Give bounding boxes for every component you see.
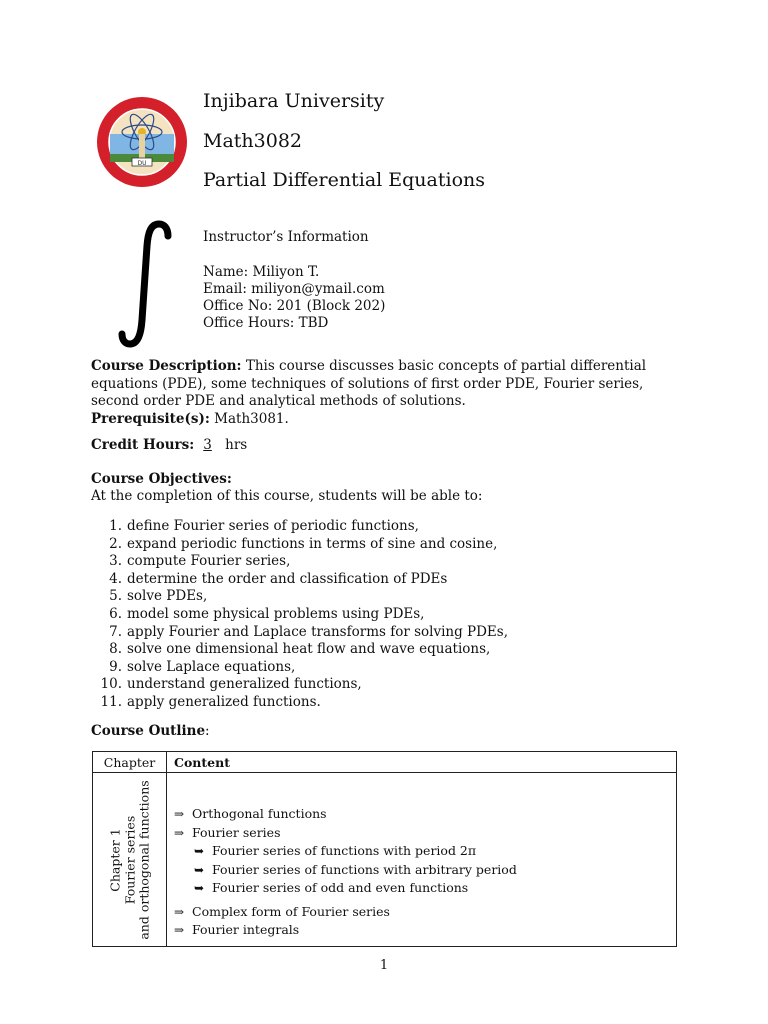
- outline-heading: Course Outline:: [91, 723, 210, 739]
- course-description-text: This course discusses basic concepts of partial differential equations (PDE), some techniques of solutions of first order PDE, Fourier series, second order PDE and analytical methods of solutions.: [91, 358, 647, 409]
- university-name: Injibara University: [203, 90, 385, 112]
- instructor-heading: Instructor’s Information: [203, 229, 369, 245]
- university-logo: [96, 96, 188, 188]
- list-item: 8. solve one dimensional heat flow and wave equations,: [109, 641, 491, 658]
- list-item: ⇒ Complex form of Fourier series: [174, 903, 676, 922]
- prerequisite-label: Prerequisite(s):: [91, 411, 210, 427]
- credit-hours-unit: hrs: [225, 437, 248, 453]
- list-item: ➥ Fourier series of functions with arbitrary period: [174, 861, 676, 880]
- double-arrow-icon: ⇒: [174, 923, 185, 937]
- instructor-office-hours: Office Hours: TBD: [203, 315, 329, 331]
- chapter-1-content: [167, 773, 677, 947]
- curved-arrow-icon: ➥: [194, 844, 205, 858]
- chapter-cell: [93, 773, 167, 947]
- prerequisite: [91, 411, 691, 429]
- list-item: 11. apply generalized functions.: [100, 693, 321, 710]
- double-arrow-icon: ⇒: [174, 825, 185, 840]
- course-outline-table: [92, 751, 677, 947]
- double-arrow-icon: ⇒: [174, 807, 185, 821]
- list-item: 9. solve Laplace equations,: [109, 658, 296, 675]
- column-header-content: Content: [167, 752, 677, 773]
- list-item: ➥ Fourier series of odd and even functions: [174, 879, 676, 898]
- objectives-intro: At the completion of this course, students will be able to:: [91, 488, 483, 504]
- objectives-heading: Course Objectives:: [91, 471, 232, 487]
- list-item: 10. understand generalized functions,: [100, 676, 362, 693]
- course-title: Partial Differential Equations: [203, 169, 486, 191]
- objectives-list: [100, 518, 508, 712]
- list-item: ➥ Fourier series of functions with period 2π: [174, 842, 676, 861]
- list-item: 1. define Fourier series of periodic functions,: [109, 518, 419, 534]
- integral-sign-icon: [110, 220, 180, 350]
- course-description-label: Course Description:: [91, 358, 242, 374]
- logo-year: DU: [137, 160, 147, 167]
- course-code: Math3082: [203, 130, 303, 152]
- list-item: 5. solve PDEs,: [109, 588, 208, 605]
- list-item: 4. determine the order and classification of PDEs: [109, 570, 448, 587]
- credit-hours-label: Credit Hours:: [91, 437, 195, 453]
- list-item: ⇒ Fourier integrals: [174, 921, 676, 940]
- list-item: 7. apply Fourier and Laplace transforms for solving PDEs,: [109, 623, 509, 640]
- list-item: ⇒ Orthogonal functions: [174, 805, 676, 824]
- credit-hours-value: 3: [203, 437, 212, 453]
- column-header-chapter: Chapter: [93, 752, 167, 773]
- page-number: 1: [379, 958, 389, 973]
- course-description: [91, 358, 691, 411]
- list-item: 3. compute Fourier series,: [109, 553, 291, 570]
- list-item: 2. expand periodic functions in terms of sine and cosine,: [109, 535, 498, 552]
- credit-hours: [91, 437, 691, 455]
- list-item: ⇒ Fourier series: [174, 824, 676, 843]
- instructor-name: Name: Miliyon T.: [203, 264, 320, 280]
- curved-arrow-icon: ➥: [194, 862, 205, 877]
- list-item: 6. model some physical problems using PDEs,: [109, 605, 425, 622]
- chapter-1-label: Chapter 1 Fourier series and orthogonal functions: [106, 779, 151, 940]
- prerequisite-value: Math3081.: [209, 411, 289, 427]
- double-arrow-icon: ⇒: [174, 904, 185, 919]
- instructor-office: Office No: 201 (Block 202): [203, 298, 386, 314]
- instructor-email: Email: miliyon@ymail.com: [203, 281, 385, 297]
- curved-arrow-icon: ➥: [194, 881, 205, 895]
